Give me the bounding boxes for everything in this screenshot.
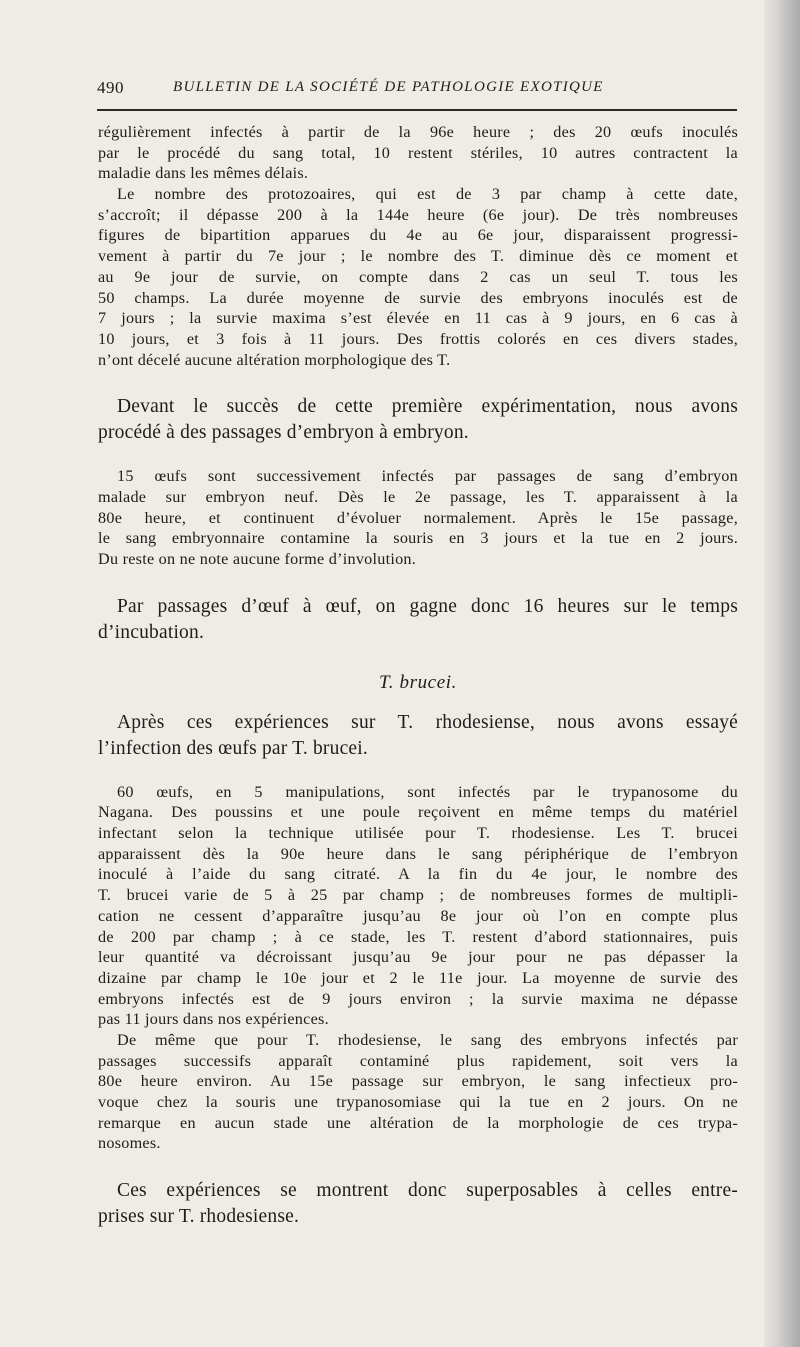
- text-line: De même que pour T. rhodesiense, le sang des embryons infectés par: [117, 1030, 738, 1049]
- paragraph-section-1: [98, 122, 738, 370]
- text-line: T. brucei varie de 5 à 25 par champ ; de nombreuses formes de multipli-: [98, 886, 738, 905]
- text-line: vement à partir du 7e jour ; le nombre des T. diminue dès ce moment et: [98, 247, 738, 266]
- text-line: n’ont décelé aucune altération morphologique des T.: [98, 350, 451, 369]
- text-line: l’infection des œufs par T. brucei.: [98, 737, 368, 759]
- statement-passages: [98, 394, 738, 446]
- page-header: [97, 78, 737, 104]
- text-line: leur quantité va décroissant jusqu’au 9e jour pour ne pas dépasser la: [98, 948, 738, 967]
- text-line: Ces expériences se montrent donc superposables à celles entre-: [117, 1180, 738, 1202]
- text-line: inoculé à l’aide du sang citraté. A la fin du 4e jour, le nombre des: [98, 865, 738, 884]
- text-line: pas 11 jours dans nos expériences.: [98, 1010, 329, 1029]
- text-line: malade sur embryon neuf. Dès le 2e passage, les T. apparaissent à la: [98, 487, 738, 506]
- text-line: remarque en aucun stade une altération de la morphologie de ces trypa-: [98, 1113, 738, 1132]
- text-line: prises sur T. rhodesiense.: [98, 1206, 300, 1228]
- text-line: 50 champs. La durée moyenne de survie des embryons inoculés est de: [98, 288, 738, 307]
- text-line: infectant selon la technique utilisée pour T. rhodesiense. Les T. brucei: [98, 824, 738, 843]
- text-line: 10 jours, et 3 fois à 11 jours. Des frottis colorés en ces divers stades,: [98, 329, 738, 348]
- text-line: au 9e jour de survie, on compte dans 2 cas un seul T. tous les: [98, 267, 738, 286]
- text-line: 80e heure environ. Au 15e passage sur embryon, le sang infectieux pro-: [98, 1072, 738, 1091]
- text-line: d’incubation.: [98, 621, 205, 643]
- text-line: par le procédé du sang total, 10 restent stériles, 10 autres contractent la: [98, 143, 738, 162]
- text-line: 7 jours ; la survie maxima s’est élevée en 11 cas à 9 jours, en 6 cas à: [98, 309, 738, 328]
- text-line: voque chez la souris une trypanosomiase qui la tue en 2 jours. On ne: [98, 1093, 738, 1111]
- text-line: figures de bipartition apparues du 4e au 6e jour, disparaissent progressi-: [98, 226, 738, 245]
- text-line: le sang embryonnaire contamine la souris en 3 jours et la tue en 2 jours.: [98, 529, 738, 548]
- paragraph-section-3: [98, 782, 738, 1154]
- text-line: régulièrement infectés à partir de la 96e heure ; des 20 œufs inoculés: [98, 123, 738, 141]
- text-line: de 200 par champ ; à ce stade, les T. restent d’abord stationnaires, puis: [98, 927, 738, 946]
- article-body: [98, 122, 738, 1230]
- statement-brucei: [98, 710, 738, 762]
- statement-incubation: [98, 594, 738, 646]
- text-line: passages successifs apparaît contaminé plus rapidement, soit vers la: [98, 1051, 738, 1070]
- text-line: 80e heure, et continuent d’évoluer normalement. Après le 15e passage,: [98, 508, 738, 527]
- text-line: 60 œufs, en 5 manipulations, sont infectés par le trypanosome du: [117, 782, 738, 801]
- text-line: embryons infectés est de 9 jours environ ; la survie maxima ne dépasse: [98, 989, 738, 1008]
- text-line: Du reste on ne note aucune forme d’involution.: [98, 550, 417, 568]
- text-line: dizaine par champ le 10e jour et 2 le 11e jour. La moyenne de survie des: [98, 968, 738, 987]
- text-line: Par passages d’œuf à œuf, on gagne donc 16 heures sur le temps: [117, 595, 738, 617]
- text-line: 15 œufs sont successivement infectés par passages de sang d’embryon: [117, 467, 738, 486]
- page-edge-shadow: [764, 0, 800, 1347]
- text-line: Devant le succès de cette première expérimentation, nous avons: [117, 396, 738, 418]
- text-line: apparaissent dès la 90e heure dans le sang périphérique de l’embryon: [98, 844, 738, 863]
- statement-conclusion: [98, 1178, 738, 1230]
- page-number: 490: [97, 78, 124, 97]
- text-line: s’accroît; il dépasse 200 à la 144e heure (6e jour). De très nombreuses: [98, 205, 738, 224]
- running-head: BULLETIN DE LA SOCIÉTÉ DE PATHOLOGIE EXOTIQUE: [173, 79, 604, 95]
- text-line: Après ces expériences sur T. rhodesiense, nous avons essayé: [117, 711, 738, 733]
- text-line: cation ne cessent d’apparaître jusqu’au 8e jour où l’on en compte plus: [98, 906, 738, 925]
- text-line: Nagana. Des poussins et une poule reçoivent en même temps du matériel: [98, 803, 738, 822]
- section-title-t-brucei: T. brucei.: [379, 671, 457, 693]
- text-line: Le nombre des protozoaires, qui est de 3 par champ à cette date,: [117, 185, 738, 204]
- header-rule: [97, 109, 737, 111]
- text-line: maladie dans les mêmes délais.: [98, 164, 309, 183]
- paragraph-section-2: [98, 466, 738, 569]
- text-line: procédé à des passages d’embryon à embryon.: [98, 422, 469, 444]
- text-line: nosomes.: [98, 1134, 161, 1153]
